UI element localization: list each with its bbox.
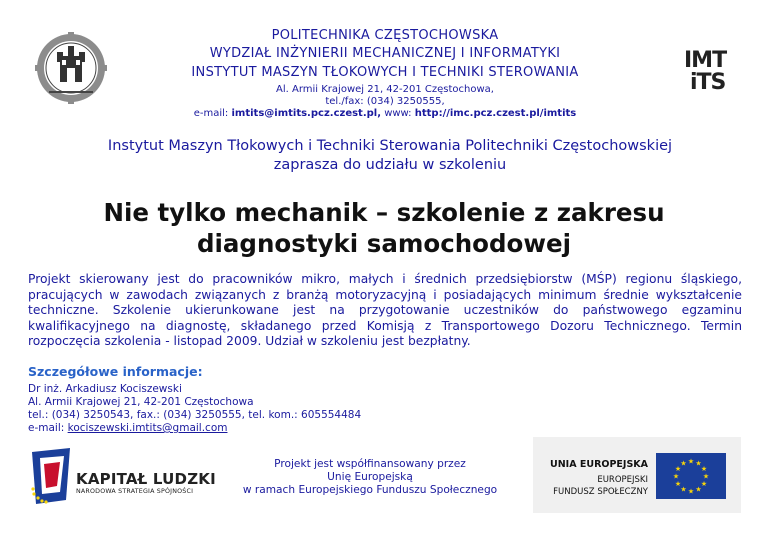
invitation-line-2: zaprasza do udziału w szkoleniu: [273, 157, 507, 173]
imtits-logo: [678, 50, 738, 100]
eu-star-icon: ★: [687, 457, 695, 466]
university-name: POLITECHNIKA CZĘSTOCHOWSKA: [271, 28, 499, 43]
institute-email[interactable]: imtits@imtits.pcz.czest.pl,: [231, 108, 382, 119]
eu-star-icon: ★: [695, 485, 702, 494]
details-heading: Szczegółowe informacje:: [28, 364, 203, 379]
cofinancing-line-3: w ramach Europejskiego Funduszu Społecznego: [242, 484, 498, 496]
institute-name: INSTYTUT MASZYN TŁOKOWYCH I TECHNIKI STEROWANIA: [191, 65, 579, 80]
cofinancing-line-2: Unię Europejską: [327, 471, 413, 483]
contact-email-line: [28, 422, 361, 435]
course-title-line-2: diagnostyki samochodowej: [196, 229, 572, 258]
eu-flag-icon: [656, 453, 726, 499]
kapital-ludzki-title: KAPITAŁ LUDZKI: [76, 470, 216, 488]
eu-star-icon: ★: [680, 459, 687, 468]
cofinancing-note: [225, 458, 515, 497]
faculty-name: WYDZIAŁ INŻYNIERII MECHANICZNEJ I INFORMATYKI: [209, 46, 561, 61]
eu-star-icon: ★: [674, 465, 682, 473]
contact-block: [28, 383, 361, 435]
kapital-ludzki-emblem: [30, 448, 74, 506]
contact-name: Dr inż. Arkadiusz Kociszewski: [28, 383, 182, 395]
cofinancing-line-1: Projekt jest współfinansowany przez: [274, 458, 466, 470]
eu-star-icon: ★: [680, 485, 687, 494]
institute-address: Al. Armii Krajowej 21, 42-201 Częstochowa,: [276, 84, 494, 95]
university-seal-logo: [35, 32, 107, 104]
contact-phones: tel.: (034) 3250543, fax.: (034) 3250555, tel. kom.: 605554484: [28, 409, 362, 421]
eu-star-icon: ★: [672, 472, 680, 481]
eu-star-icon: ★: [695, 459, 702, 468]
invitation-text: [40, 137, 740, 175]
eu-star-icon: ★: [700, 465, 708, 473]
invitation-line-1: Instytut Maszyn Tłokowych i Techniki Sterowania Politechniki Częstochowskiej: [107, 138, 673, 154]
imtits-logo-bottom: iTS: [690, 70, 726, 95]
imtits-logo-top: IMT: [684, 48, 727, 73]
www-label: www:: [381, 108, 415, 119]
eu-logo-title: UNIA EUROPEJSKA: [550, 459, 648, 470]
kapital-ludzki-subtitle: NARODOWA STRATEGIA SPÓJNOŚCI: [76, 488, 194, 495]
contact-address: Al. Armii Krajowej 21, 42-201 Częstochowa: [28, 396, 254, 408]
eu-star-icon: ★: [674, 480, 682, 488]
eu-logo-line-2: EUROPEJSKI: [597, 475, 648, 485]
contact-email-label: e-mail:: [28, 422, 68, 434]
institute-www[interactable]: http://imc.pcz.czest.pl/imtits: [414, 108, 577, 119]
project-description: Projekt skierowany jest do pracowników mikro, małych i średnich przedsiębiorstw (MŚP) regionu śląskiego, pracujących w zawodach związanych z branżą motoryzacyjną i posiadających minimum średnie wykształcenie techniczne. Szkolenie ukierunkowane jest na przygotowanie uczestników do państwowego egzaminu kwalifikacyjnego na diagnostę, składanego przed Komisją z Transportowego Dozoru Technicznego. Termin rozpoczęcia szkolenia - listopad 2009. Udział w szkoleniu jest bezpłatny.: [28, 272, 742, 348]
institute-contacts: [150, 108, 620, 119]
eu-star-icon: ★: [700, 480, 708, 488]
eu-star-icon: ★: [702, 472, 710, 481]
institute-telfax: tel./fax: (034) 3250555,: [325, 96, 445, 107]
course-title-line-1: Nie tylko mechanik – szkolenie z zakresu: [103, 198, 665, 227]
contact-email-link[interactable]: kociszewski.imtits@gmail.com: [67, 422, 228, 434]
eu-star-icon: ★: [687, 487, 695, 496]
eu-logo-line-3: FUNDUSZ SPOŁECZNY: [553, 487, 648, 497]
course-title: [20, 197, 748, 259]
email-label: e-mail:: [193, 108, 232, 119]
